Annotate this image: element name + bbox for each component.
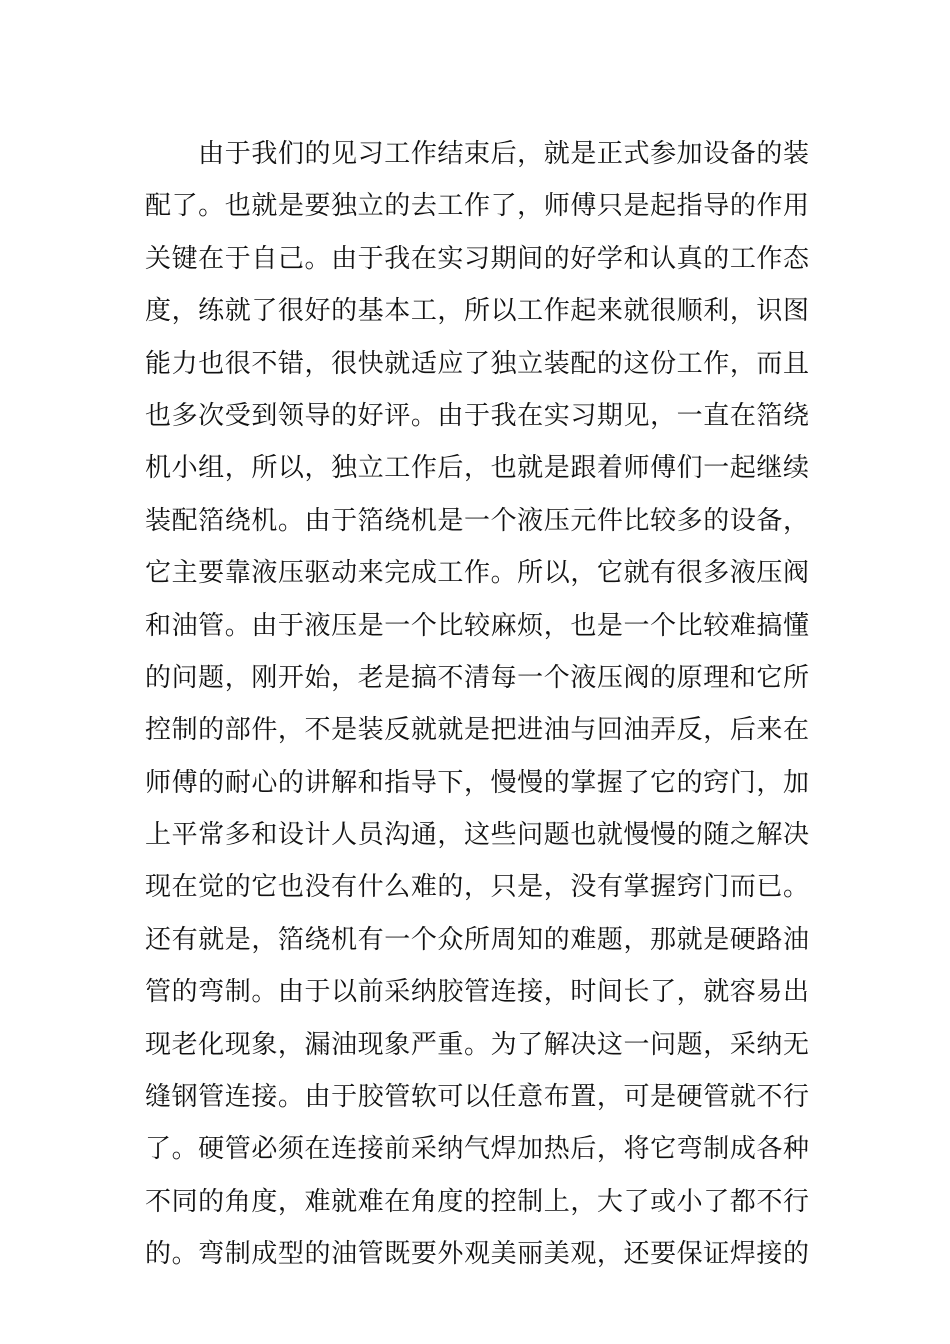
text-line: 由于我们的见习工作结束后，就是正式参加设备的装	[145, 139, 809, 169]
text-line: 师傅的耐心的讲解和指导下，慢慢的掌握了它的窍门，加	[145, 767, 809, 798]
text-line: 不同的角度，难就难在角度的控制上，大了或小了都不行	[145, 1186, 809, 1217]
text-line: 上平常多和设计人员沟通，这些问题也就慢慢的随之解决	[145, 820, 809, 851]
text-line: 关键在于自己。由于我在实习期间的好学和认真的工作态	[145, 243, 809, 274]
text-line: 控制的部件，不是装反就就是把进油与回油弄反，后来在	[145, 715, 809, 746]
text-line: 缝钢管连接。由于胶管软可以任意布置，可是硬管就不行	[145, 1082, 809, 1113]
text-line: 的。弯制成型的油管既要外观美丽美观，还要保证焊接的	[145, 1239, 809, 1270]
text-line: 能力也很不错，很快就适应了独立装配的这份工作，而且	[145, 348, 809, 379]
text-line: 机小组，所以，独立工作后，也就是跟着师傅们一起继续	[145, 453, 809, 484]
text-line: 现在觉的它也没有什么难的，只是，没有掌握窍门而已。	[145, 872, 809, 903]
text-line: 度，练就了很好的基本工，所以工作起来就很顺利，识图	[145, 296, 809, 327]
text-line: 管的弯制。由于以前采纳胶管连接，时间长了，就容易出	[145, 977, 809, 1008]
text-line: 它主要靠液压驱动来完成工作。所以，它就有很多液压阀	[145, 558, 809, 589]
text-line: 还有就是，箔绕机有一个众所周知的难题，那就是硬路油	[145, 924, 809, 955]
text-line: 现老化现象，漏油现象严重。为了解决这一问题，采纳无	[145, 1029, 809, 1060]
body-text	[145, 128, 809, 1281]
text-line: 和油管。由于液压是一个比较麻烦，也是一个比较难搞懂	[145, 610, 809, 641]
text-line: 的问题，刚开始，老是搞不清每一个液压阀的原理和它所	[145, 662, 809, 693]
text-line: 也多次受到领导的好评。由于我在实习期见，一直在箔绕	[145, 400, 809, 431]
text-line: 配了。也就是要独立的去工作了，师傅只是起指导的作用	[145, 191, 809, 222]
text-line: 了。硬管必须在连接前采纳气焊加热后，将它弯制成各种	[145, 1134, 809, 1165]
text-line: 装配箔绕机。由于箔绕机是一个液压元件比较多的设备，	[145, 505, 809, 536]
